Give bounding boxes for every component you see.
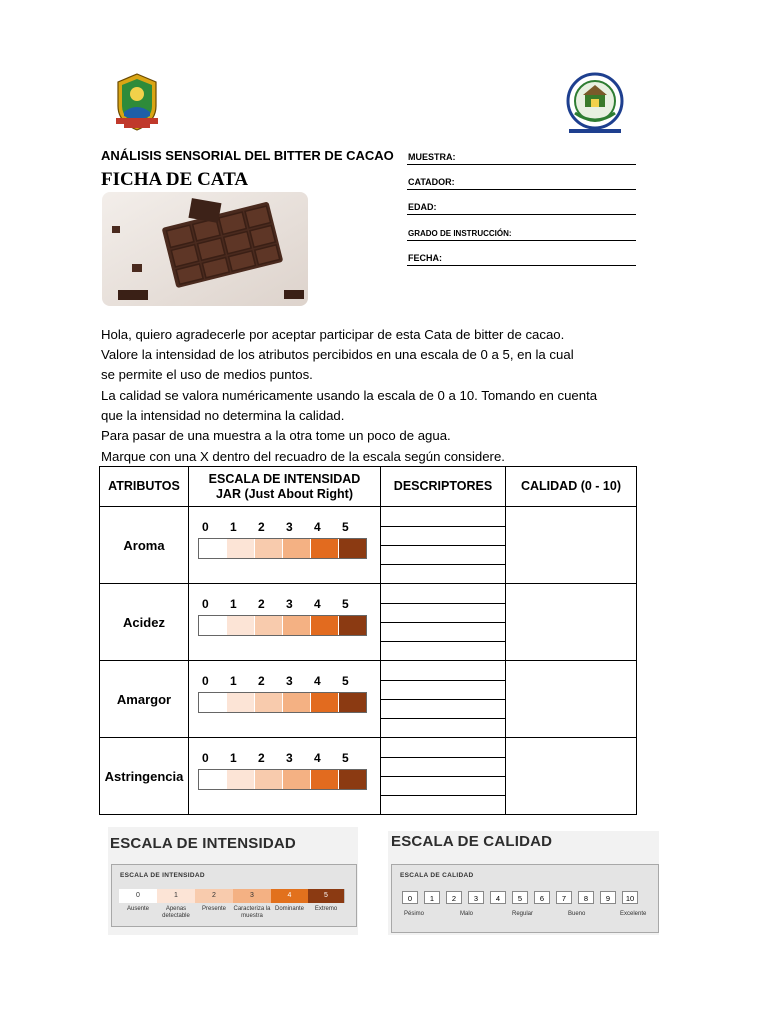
- scale-number: 1: [230, 674, 237, 688]
- age-field[interactable]: [407, 199, 636, 215]
- scale-number: 4: [314, 597, 321, 611]
- header-atributos: ATRIBUTOS: [100, 467, 189, 507]
- quality-cell[interactable]: [506, 738, 637, 815]
- scale-box-5[interactable]: [339, 770, 366, 789]
- education-field-label: GRADO DE INSTRUCCIÓN:: [408, 229, 512, 238]
- quality-legend-label: Pésimo: [404, 911, 425, 917]
- scale-box-2[interactable]: [255, 539, 283, 558]
- scale-box-3[interactable]: [283, 616, 311, 635]
- descriptors-cell[interactable]: [381, 584, 506, 661]
- descriptor-line: [381, 680, 505, 681]
- scale-box-0[interactable]: [199, 770, 227, 789]
- descriptor-line: [381, 564, 505, 565]
- document-subtitle: FICHA DE CATA: [101, 169, 249, 190]
- quality-legend-labels: [402, 911, 652, 921]
- intensity-legend-labels: [119, 906, 344, 924]
- quality-legend-value: 6: [534, 891, 550, 904]
- instruction-line: La calidad se valora numéricamente usando la escala de 0 a 10. Tomando en cuenta: [101, 388, 598, 403]
- quality-legend-value: 2: [446, 891, 462, 904]
- descriptor-line: [381, 776, 505, 777]
- scale-number: 1: [230, 520, 237, 534]
- scale-number: 4: [314, 520, 321, 534]
- quality-cell[interactable]: [506, 507, 637, 584]
- scale-number: 0: [202, 597, 209, 611]
- scale-number: 0: [202, 674, 209, 688]
- quality-legend-scale: [402, 891, 642, 904]
- descriptor-line: [381, 641, 505, 642]
- scale-number: 5: [342, 520, 349, 534]
- scale-box-3[interactable]: [283, 693, 311, 712]
- quality-legend-value: 4: [490, 891, 506, 904]
- quality-legend-inner-title: ESCALA DE CALIDAD: [400, 872, 474, 879]
- instruction-line: Para pasar de una muestra a la otra tome un poco de agua.: [101, 428, 451, 443]
- quality-cell[interactable]: [506, 661, 637, 738]
- scale-number: 1: [230, 597, 237, 611]
- intensity-legend-value: 0: [119, 889, 158, 903]
- scale-number: 0: [202, 751, 209, 765]
- scale-box-1[interactable]: [227, 770, 255, 789]
- intensity-legend-label: Extremo: [314, 906, 338, 912]
- intensity-legend-title: ESCALA DE INTENSIDAD: [110, 835, 296, 852]
- descriptor-line: [381, 699, 505, 700]
- taster-field[interactable]: [407, 174, 636, 190]
- agroindustrial-engineering-logo: [563, 71, 627, 135]
- scale-box-3[interactable]: [283, 539, 311, 558]
- scale-number: 2: [258, 520, 265, 534]
- intensity-scale: [189, 584, 381, 661]
- scale-box-5[interactable]: [339, 693, 366, 712]
- quality-legend-label: Regular: [512, 911, 534, 917]
- instruction-line: Valore la intensidad de los atributos percibidos en una escala de 0 a 5, en la cual: [101, 347, 574, 362]
- header-escala: [189, 467, 381, 507]
- instruction-line: que la intensidad no determina la calidad.: [101, 408, 345, 423]
- intensity-legend-value: 2: [195, 889, 234, 903]
- attribute-astringencia: Astringencia: [100, 738, 189, 815]
- scale-box-1[interactable]: [227, 539, 255, 558]
- quality-legend-label: Bueno: [568, 911, 586, 917]
- quality-legend-value: 0: [402, 891, 418, 904]
- scale-box-3[interactable]: [283, 770, 311, 789]
- intensity-legend-inner-title: ESCALA DE INTENSIDAD: [120, 872, 205, 879]
- quality-legend-value: 3: [468, 891, 484, 904]
- quality-legend-value: 1: [424, 891, 440, 904]
- quality-legend-value: 5: [512, 891, 528, 904]
- instruction-line: Hola, quiero agradecerle por aceptar participar de esta Cata de bitter de cacao.: [101, 327, 565, 342]
- scale-box-4[interactable]: [311, 539, 339, 558]
- intensity-scale: [189, 507, 381, 584]
- intensity-legend-label: Dominante: [274, 906, 304, 912]
- descriptors-cell[interactable]: [381, 507, 506, 584]
- intensity-legend-label: Apenas detectable: [162, 906, 190, 919]
- table-header-row: [100, 467, 637, 507]
- scale-number: 3: [286, 520, 293, 534]
- descriptor-line: [381, 757, 505, 758]
- scale-number: 5: [342, 751, 349, 765]
- scale-number: 3: [286, 751, 293, 765]
- intensity-scale: [189, 738, 381, 815]
- scale-number: 2: [258, 751, 265, 765]
- header-escala-line1: ESCALA DE INTENSIDAD: [208, 471, 361, 486]
- education-field[interactable]: [407, 225, 636, 241]
- attribute-aroma: Aroma: [100, 507, 189, 584]
- attribute-amargor: Amargor: [100, 661, 189, 738]
- scale-box-4[interactable]: [311, 693, 339, 712]
- intensity-legend-panel: [108, 827, 358, 935]
- header-descriptores: DESCRIPTORES: [381, 467, 506, 507]
- document-title: ANÁLISIS SENSORIAL DEL BITTER DE CACAO: [101, 148, 394, 163]
- table-row: [100, 507, 637, 584]
- date-field[interactable]: [407, 250, 636, 266]
- scale-box-2[interactable]: [255, 616, 283, 635]
- chocolate-photo: [102, 192, 308, 306]
- evaluation-table: [99, 466, 637, 815]
- quality-legend-value: 9: [600, 891, 616, 904]
- date-field-label: FECHA:: [408, 253, 442, 263]
- sample-field-label: MUESTRA:: [408, 152, 456, 162]
- quality-legend-box: [391, 864, 659, 933]
- instruction-line: Marque con una X dentro del recuadro de la escala según considere.: [101, 449, 505, 464]
- descriptor-line: [381, 622, 505, 623]
- intensity-legend-value: 4: [271, 889, 309, 903]
- quality-cell[interactable]: [506, 584, 637, 661]
- scale-box-5[interactable]: [339, 616, 366, 635]
- intensity-legend-scale: [119, 889, 344, 903]
- intensity-legend-label: Caracteriza la muestra: [233, 906, 271, 919]
- scale-number: 5: [342, 674, 349, 688]
- scale-box-0[interactable]: [199, 693, 227, 712]
- scale-number: 2: [258, 674, 265, 688]
- scale-number: 3: [286, 597, 293, 611]
- scale-box-1[interactable]: [227, 616, 255, 635]
- scale-number: 0: [202, 520, 209, 534]
- university-seal-logo: [112, 72, 162, 132]
- instruction-line: se permite el uso de medios puntos.: [101, 367, 313, 382]
- scale-number: 1: [230, 751, 237, 765]
- descriptor-line: [381, 545, 505, 546]
- scale-number: 4: [314, 674, 321, 688]
- scale-box-1[interactable]: [227, 693, 255, 712]
- header-calidad: CALIDAD (0 - 10): [506, 467, 637, 507]
- quality-legend-label: Malo: [460, 911, 474, 917]
- scale-number: 5: [342, 597, 349, 611]
- intensity-legend-label: Presente: [201, 906, 226, 912]
- quality-legend-panel: [388, 831, 659, 935]
- scale-box-0[interactable]: [199, 616, 227, 635]
- attribute-acidez: Acidez: [100, 584, 189, 661]
- descriptors-cell[interactable]: [381, 738, 506, 815]
- table-row: [100, 738, 637, 815]
- sample-field[interactable]: [407, 149, 636, 165]
- table-row: [100, 584, 637, 661]
- scale-box-5[interactable]: [339, 539, 366, 558]
- descriptors-cell[interactable]: [381, 661, 506, 738]
- header-escala-line2: JAR (Just About Right): [215, 486, 354, 501]
- intensity-legend-value: 1: [157, 889, 196, 903]
- scale-number: 3: [286, 674, 293, 688]
- quality-legend-value: 10: [622, 891, 638, 904]
- intensity-legend-value: 5: [308, 889, 345, 903]
- descriptor-line: [381, 795, 505, 796]
- scale-box-0[interactable]: [199, 539, 227, 558]
- quality-legend-value: 8: [578, 891, 594, 904]
- table-row: [100, 661, 637, 738]
- intensity-legend-value: 3: [233, 889, 272, 903]
- descriptor-line: [381, 718, 505, 719]
- taster-field-label: CATADOR:: [408, 177, 455, 187]
- age-field-label: EDAD:: [408, 202, 437, 212]
- intensity-legend-label: Ausente: [126, 906, 150, 912]
- descriptor-line: [381, 603, 505, 604]
- scale-box-4[interactable]: [311, 770, 339, 789]
- scale-number: 2: [258, 597, 265, 611]
- scale-box-4[interactable]: [311, 616, 339, 635]
- quality-legend-value: 7: [556, 891, 572, 904]
- intensity-legend-box: [111, 864, 357, 927]
- quality-legend-label: Excelente: [620, 911, 647, 917]
- scale-number: 4: [314, 751, 321, 765]
- scale-box-2[interactable]: [255, 693, 283, 712]
- scale-box-2[interactable]: [255, 770, 283, 789]
- intensity-scale: [189, 661, 381, 738]
- quality-legend-title: ESCALA DE CALIDAD: [391, 833, 553, 850]
- descriptor-line: [381, 526, 505, 527]
